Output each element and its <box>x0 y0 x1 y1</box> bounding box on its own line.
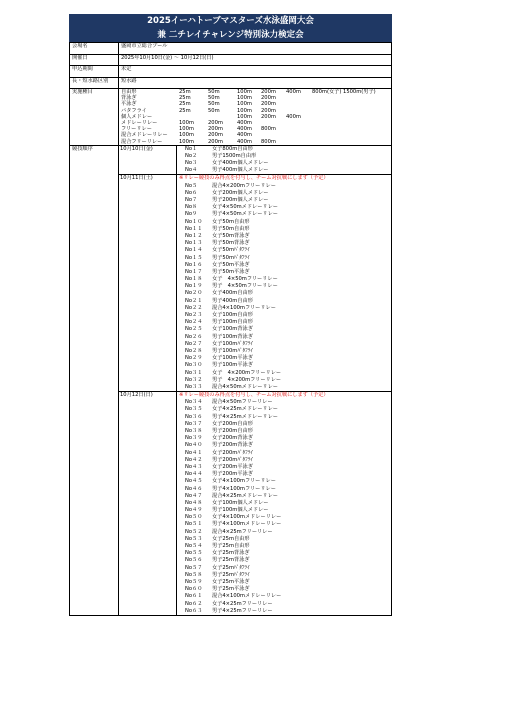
event-number: No１２ <box>185 232 203 239</box>
event-name: 混合4×100mメドレーリレー <box>212 593 282 600</box>
event-number: No３３ <box>185 383 203 390</box>
event-name: 女子25m自由形 <box>212 535 250 542</box>
event-name: 男子25m自由形 <box>212 543 250 549</box>
info-label: 開催日 <box>70 54 119 66</box>
event-number: No６ <box>185 189 198 196</box>
schedule-item <box>179 240 391 247</box>
event-number: No３６ <box>185 413 203 420</box>
event-distance: 50m <box>208 89 220 95</box>
event-name: 男子200m背泳ぎ <box>212 442 253 449</box>
event-number: No２４ <box>185 319 203 326</box>
event-number: No５０ <box>185 514 203 521</box>
event-stroke: フリーリレー <box>121 126 152 133</box>
schedule-day <box>119 174 391 391</box>
event-name: 男子400m個人メドレー <box>212 167 269 174</box>
event-number: No１１ <box>185 225 203 232</box>
schedule-item <box>179 493 391 500</box>
schedule-item <box>179 601 391 608</box>
event-name: 男子50mﾊﾞﾀﾌﾗｲ <box>212 254 250 261</box>
schedule-item <box>179 565 391 572</box>
schedule-item <box>179 298 391 305</box>
event-stroke: 個人メドレー <box>121 113 153 120</box>
schedule-item <box>179 153 391 160</box>
event-number: No２７ <box>185 340 203 347</box>
event-number: No２５ <box>185 326 203 333</box>
event-name: 男子4×25mメドレーリレー <box>212 413 278 420</box>
event-name: 男子200mﾊﾞﾀﾌﾗｲ <box>212 456 253 463</box>
schedule-item <box>179 529 391 536</box>
event-distance: 25m <box>179 101 191 108</box>
event-number: No５ <box>185 182 198 189</box>
event-name: 男子200m自由形 <box>212 428 253 434</box>
event-number: No４ <box>185 167 198 174</box>
event-number: No３１ <box>185 369 203 376</box>
schedule-item <box>179 305 391 312</box>
event-number: No４３ <box>185 463 203 470</box>
event-name: 男子 4×200mフリーリレー <box>212 376 282 383</box>
event-name: 男子200m平泳ぎ <box>212 471 253 478</box>
event-number: No５６ <box>185 557 203 564</box>
event-distance: 200m <box>261 95 276 102</box>
event-name: 男子4×100mフリーリレー <box>212 485 276 492</box>
event-distance: 100m <box>237 101 252 108</box>
event-number: No４５ <box>185 478 203 485</box>
event-number: No３２ <box>185 376 203 383</box>
event-stroke: メドレーリレー <box>121 119 158 126</box>
event-distance: 400m <box>237 119 252 126</box>
event-name: 男子100m個人メドレー <box>212 507 269 514</box>
relay-note: ※リレー競技のみ得点を付与し、チーム対抗戦にします（予定） <box>179 392 329 399</box>
event-number: No５９ <box>185 578 203 585</box>
schedule-item <box>179 312 391 319</box>
schedule-item <box>179 355 391 362</box>
schedule-item <box>179 334 391 341</box>
schedule-item <box>179 255 391 262</box>
event-number: No５７ <box>185 564 203 571</box>
event-stroke: 混合フリーリレー <box>121 138 163 145</box>
event-number: No３９ <box>185 435 203 442</box>
event-name: 混合4×50mフリーリレー <box>212 399 273 406</box>
event-name: 混合4×200mフリーリレー <box>212 182 276 189</box>
event-name: 男子400m自由形 <box>212 297 253 304</box>
event-name: 女子100m平泳ぎ <box>212 355 253 362</box>
event-name: 混合4×25mメドレーリレー <box>212 492 278 499</box>
relay-note: ※リレー競技のみ得点を付与し、チーム対抗戦にします（予定） <box>179 175 329 182</box>
schedule-item <box>179 183 391 190</box>
schedule-item <box>179 341 391 348</box>
schedule-item <box>179 536 391 543</box>
day-events <box>177 175 391 391</box>
event-name: 男子1500m自由形 <box>212 152 257 159</box>
event-name: 男子50m平泳ぎ <box>212 268 250 275</box>
event-name: 女子4×25mメドレーリレー <box>212 406 278 413</box>
schedule-item <box>179 586 391 593</box>
schedule-item <box>179 160 391 167</box>
schedule-item <box>179 435 391 442</box>
event-name: 男子50m自由形 <box>212 225 250 232</box>
event-number: No２０ <box>185 290 203 297</box>
event-name: 女子200m背泳ぎ <box>212 435 253 442</box>
event-distance: 50m <box>208 101 220 108</box>
event-name: 男子4×50mメドレーリレー <box>212 211 278 218</box>
event-number: No２９ <box>185 355 203 362</box>
event-number: No２６ <box>185 333 203 340</box>
event-name: 男子4×100mメドレーリレー <box>212 521 282 528</box>
event-number: No３５ <box>185 406 203 413</box>
event-name: 女子4×25mフリーリレー <box>212 600 273 607</box>
events-row <box>70 89 392 146</box>
schedule-item <box>179 399 391 406</box>
schedule-item <box>179 262 391 269</box>
info-value: 短水路 <box>119 77 392 89</box>
day-date <box>119 175 177 391</box>
event-distance: 200m <box>261 113 276 120</box>
schedule-item <box>179 414 391 421</box>
schedule-item <box>179 550 391 557</box>
events-label: 実施種目 <box>70 89 119 146</box>
event-name: 女子200m平泳ぎ <box>212 463 253 470</box>
event-name: 女子100mﾊﾞﾀﾌﾗｲ <box>212 340 253 347</box>
order-row <box>70 145 392 615</box>
event-distance: 200m <box>261 101 276 108</box>
schedule-item <box>179 190 391 197</box>
schedule-item <box>179 478 391 485</box>
schedule-item <box>179 486 391 493</box>
event-name: 女子50m自由形 <box>212 218 250 225</box>
schedule-item <box>179 593 391 600</box>
event-distance: 50m <box>208 107 220 114</box>
event-number: No１６ <box>185 261 203 268</box>
event-distance: 25m <box>179 95 191 102</box>
event-name: 女子 4×50mフリーリレー <box>212 276 278 283</box>
event-number: No１９ <box>185 283 203 290</box>
event-name: 女子25mﾊﾞﾀﾌﾗｲ <box>212 564 250 571</box>
event-name: 混合4×25mフリーリレー <box>212 528 273 535</box>
schedule-item <box>179 543 391 550</box>
event-number: No４４ <box>185 471 203 478</box>
event-name: 女子25m背泳ぎ <box>212 550 250 557</box>
schedule-day <box>119 391 391 615</box>
event-name: 女子200mﾊﾞﾀﾌﾗｲ <box>212 449 253 456</box>
event-name: 男子100m背泳ぎ <box>212 333 253 340</box>
event-name: 女子50m平泳ぎ <box>212 261 250 268</box>
schedule-item <box>179 384 391 391</box>
schedule-item <box>179 572 391 579</box>
event-stroke: 混合メドレーリレー <box>121 132 168 139</box>
schedule-item <box>179 500 391 507</box>
event-number: No１７ <box>185 268 203 275</box>
event-number: No２３ <box>185 312 203 318</box>
day-date <box>119 392 177 615</box>
event-name: 男子200m個人メドレー <box>212 197 269 203</box>
event-number: No４０ <box>185 442 203 449</box>
document-page <box>69 14 392 616</box>
event-distance: 200m <box>208 138 223 145</box>
schedule-day <box>119 146 391 175</box>
event-distance: 800m <box>261 138 276 145</box>
schedule-item <box>179 290 391 297</box>
event-name: 女子100m背泳ぎ <box>212 326 253 333</box>
event-name: 男子50m背泳ぎ <box>212 240 250 247</box>
schedule-item <box>179 319 391 326</box>
schedule-item <box>179 204 391 211</box>
event-number: No２２ <box>185 304 203 311</box>
info-label: 申込期間 <box>70 66 119 78</box>
event-name: 女子100m自由形 <box>212 312 253 318</box>
event-number: No２ <box>185 152 198 159</box>
event-number: No３７ <box>185 420 203 427</box>
event-stroke: 自由形 <box>121 89 137 95</box>
schedule-item <box>179 514 391 521</box>
event-name: 男子100m自由形 <box>212 319 253 326</box>
event-name: 女子100m個人メドレー <box>212 499 269 506</box>
event-name: 女子4×100mメドレーリレー <box>212 514 282 521</box>
info-row <box>70 54 392 66</box>
schedule-item <box>179 579 391 586</box>
event-number: No４１ <box>185 449 203 456</box>
event-number: No３ <box>185 160 198 167</box>
event-number: No４７ <box>185 492 203 499</box>
event-distance: 200m <box>261 89 276 95</box>
event-name: 女子4×100mフリーリレー <box>212 478 276 485</box>
schedule-item <box>179 326 391 333</box>
info-table <box>69 42 392 616</box>
event-distance: 200m <box>261 107 276 114</box>
event-number: No３８ <box>185 428 203 434</box>
event-distance: 400m <box>286 89 301 95</box>
event-stroke: バタフライ <box>121 107 147 114</box>
event-number: No２８ <box>185 347 203 354</box>
title-banner <box>69 14 392 42</box>
event-number: No６３ <box>185 607 203 614</box>
info-row <box>70 66 392 78</box>
info-row <box>70 77 392 89</box>
schedule-item <box>179 521 391 528</box>
schedule-item <box>179 233 391 240</box>
event-name: 男子100mﾊﾞﾀﾌﾗｲ <box>212 347 253 354</box>
day-date-text: 10月12日(日) <box>120 392 153 399</box>
event-number: No６１ <box>185 593 203 600</box>
event-name: 混合4×100mフリーリレー <box>212 304 276 311</box>
event-name: 女子200m個人メドレー <box>212 189 269 196</box>
schedule-item <box>179 421 391 428</box>
event-distance: 800m <box>261 126 276 133</box>
event-number: No５２ <box>185 528 203 535</box>
event-number: No８ <box>185 204 198 211</box>
event-distance: 100m <box>179 132 194 139</box>
schedule-item <box>179 457 391 464</box>
event-distance: 400m <box>237 138 252 145</box>
event-name: 女子200m自由形 <box>212 420 253 427</box>
event-distance: 400m <box>286 113 301 120</box>
event-name: 女子50mﾊﾞﾀﾌﾗｲ <box>212 247 250 254</box>
event-number: No４６ <box>185 485 203 492</box>
order-label: 競技順序 <box>70 145 119 615</box>
schedule-item <box>179 211 391 218</box>
schedule-item <box>179 557 391 564</box>
event-name: 男子25m背泳ぎ <box>212 557 250 564</box>
schedule-item <box>179 348 391 355</box>
schedule-item <box>179 608 391 615</box>
title-line-1: 2025イーハトーブマスターズ水泳盛岡大会 <box>147 16 314 26</box>
event-number: No４２ <box>185 456 203 463</box>
event-distance: 25m <box>179 107 191 114</box>
event-name: 男子25mﾊﾞﾀﾌﾗｲ <box>212 571 250 578</box>
schedule-item <box>179 269 391 276</box>
event-distance: 400m <box>237 132 252 139</box>
event-number: No１８ <box>185 276 203 283</box>
event-number: No５５ <box>185 550 203 557</box>
info-label: 長・短水路区別 <box>70 77 119 89</box>
event-name: 女子400m自由形 <box>212 290 253 297</box>
schedule-item <box>179 442 391 449</box>
event-number: No５４ <box>185 543 203 549</box>
event-row <box>121 139 389 145</box>
event-name: 混合4×50mメドレーリレー <box>212 383 278 390</box>
event-distance: 200m <box>208 132 223 139</box>
schedule-item <box>179 406 391 413</box>
schedule-item <box>179 167 391 174</box>
event-name: 女子4×50mメドレーリレー <box>212 204 278 211</box>
day-date-text: 10月11日(土) <box>120 175 153 182</box>
event-name: 女子400m個人メドレー <box>212 160 269 167</box>
event-number: No６２ <box>185 600 203 607</box>
schedule-item <box>179 428 391 435</box>
event-name: 女子 4×200mフリーリレー <box>212 369 282 376</box>
event-stroke: 背泳ぎ <box>121 95 137 102</box>
event-distance: 100m <box>237 113 252 120</box>
info-label: 会場名 <box>70 43 119 55</box>
events-list <box>119 89 392 146</box>
event-distance: 25m <box>179 89 191 95</box>
schedule-item <box>179 464 391 471</box>
event-number: No１０ <box>185 218 203 225</box>
event-number: No３０ <box>185 362 203 369</box>
event-distance: 800m(女子) 1500m(男子) <box>312 89 376 95</box>
event-number: No５１ <box>185 521 203 528</box>
schedule-item <box>179 226 391 233</box>
event-distance: 100m <box>237 95 252 102</box>
event-number: No３４ <box>185 399 203 406</box>
event-number: No１３ <box>185 240 203 247</box>
schedule-item <box>179 283 391 290</box>
schedule-item <box>179 471 391 478</box>
event-name: 女子50m背泳ぎ <box>212 232 250 239</box>
event-distance: 200m <box>208 119 223 126</box>
event-distance: 100m <box>237 89 252 95</box>
schedule-item <box>179 276 391 283</box>
info-value: 2025年10月10日(金) ～ 10月12日(日) <box>119 54 392 66</box>
schedule-item <box>179 197 391 204</box>
schedule-item <box>179 507 391 514</box>
day-date <box>119 146 177 175</box>
info-value: 未定 <box>119 66 392 78</box>
event-number: No１５ <box>185 254 203 261</box>
event-name: 男子25m平泳ぎ <box>212 586 250 593</box>
day-date-text: 10月10日(金) <box>120 145 153 152</box>
schedule-item <box>179 450 391 457</box>
day-events <box>177 392 391 615</box>
order-schedule <box>119 145 392 615</box>
event-distance: 100m <box>179 119 194 126</box>
event-distance: 100m <box>237 107 252 114</box>
schedule-item <box>179 377 391 384</box>
event-number: No４９ <box>185 507 203 514</box>
event-number: No７ <box>185 197 198 203</box>
event-distance: 100m <box>179 126 194 133</box>
event-number: No６０ <box>185 586 203 593</box>
event-name: 男子4×25mフリーリレー <box>212 607 273 614</box>
event-distance: 200m <box>208 126 223 133</box>
event-number: No４８ <box>185 499 203 506</box>
schedule-item <box>179 247 391 254</box>
event-name: 男子 4×50mフリーリレー <box>212 283 278 290</box>
event-distance: 100m <box>179 138 194 145</box>
schedule-item <box>179 362 391 369</box>
event-name: 女子800m自由形 <box>212 145 253 152</box>
event-distance: 50m <box>208 95 220 102</box>
event-number: No１ <box>185 145 198 152</box>
event-stroke: 平泳ぎ <box>121 101 137 108</box>
schedule-item <box>179 370 391 377</box>
event-name: 男子100m平泳ぎ <box>212 362 253 369</box>
schedule-item <box>179 146 391 153</box>
event-number: No１４ <box>185 247 203 254</box>
event-number: No５８ <box>185 571 203 578</box>
event-number: No９ <box>185 211 198 218</box>
info-value: 盛岡市立総合プール <box>119 43 392 55</box>
event-distance <box>286 139 312 145</box>
event-distance: 400m <box>237 126 252 133</box>
event-number: No５３ <box>185 535 203 542</box>
event-number: No２１ <box>185 297 203 304</box>
title-line-2: 兼 二チレイチャレンジ特別泳力検定会 <box>157 30 304 40</box>
info-row <box>70 43 392 55</box>
event-name: 女子25m平泳ぎ <box>212 578 250 585</box>
schedule-item <box>179 219 391 226</box>
day-events <box>177 146 391 175</box>
